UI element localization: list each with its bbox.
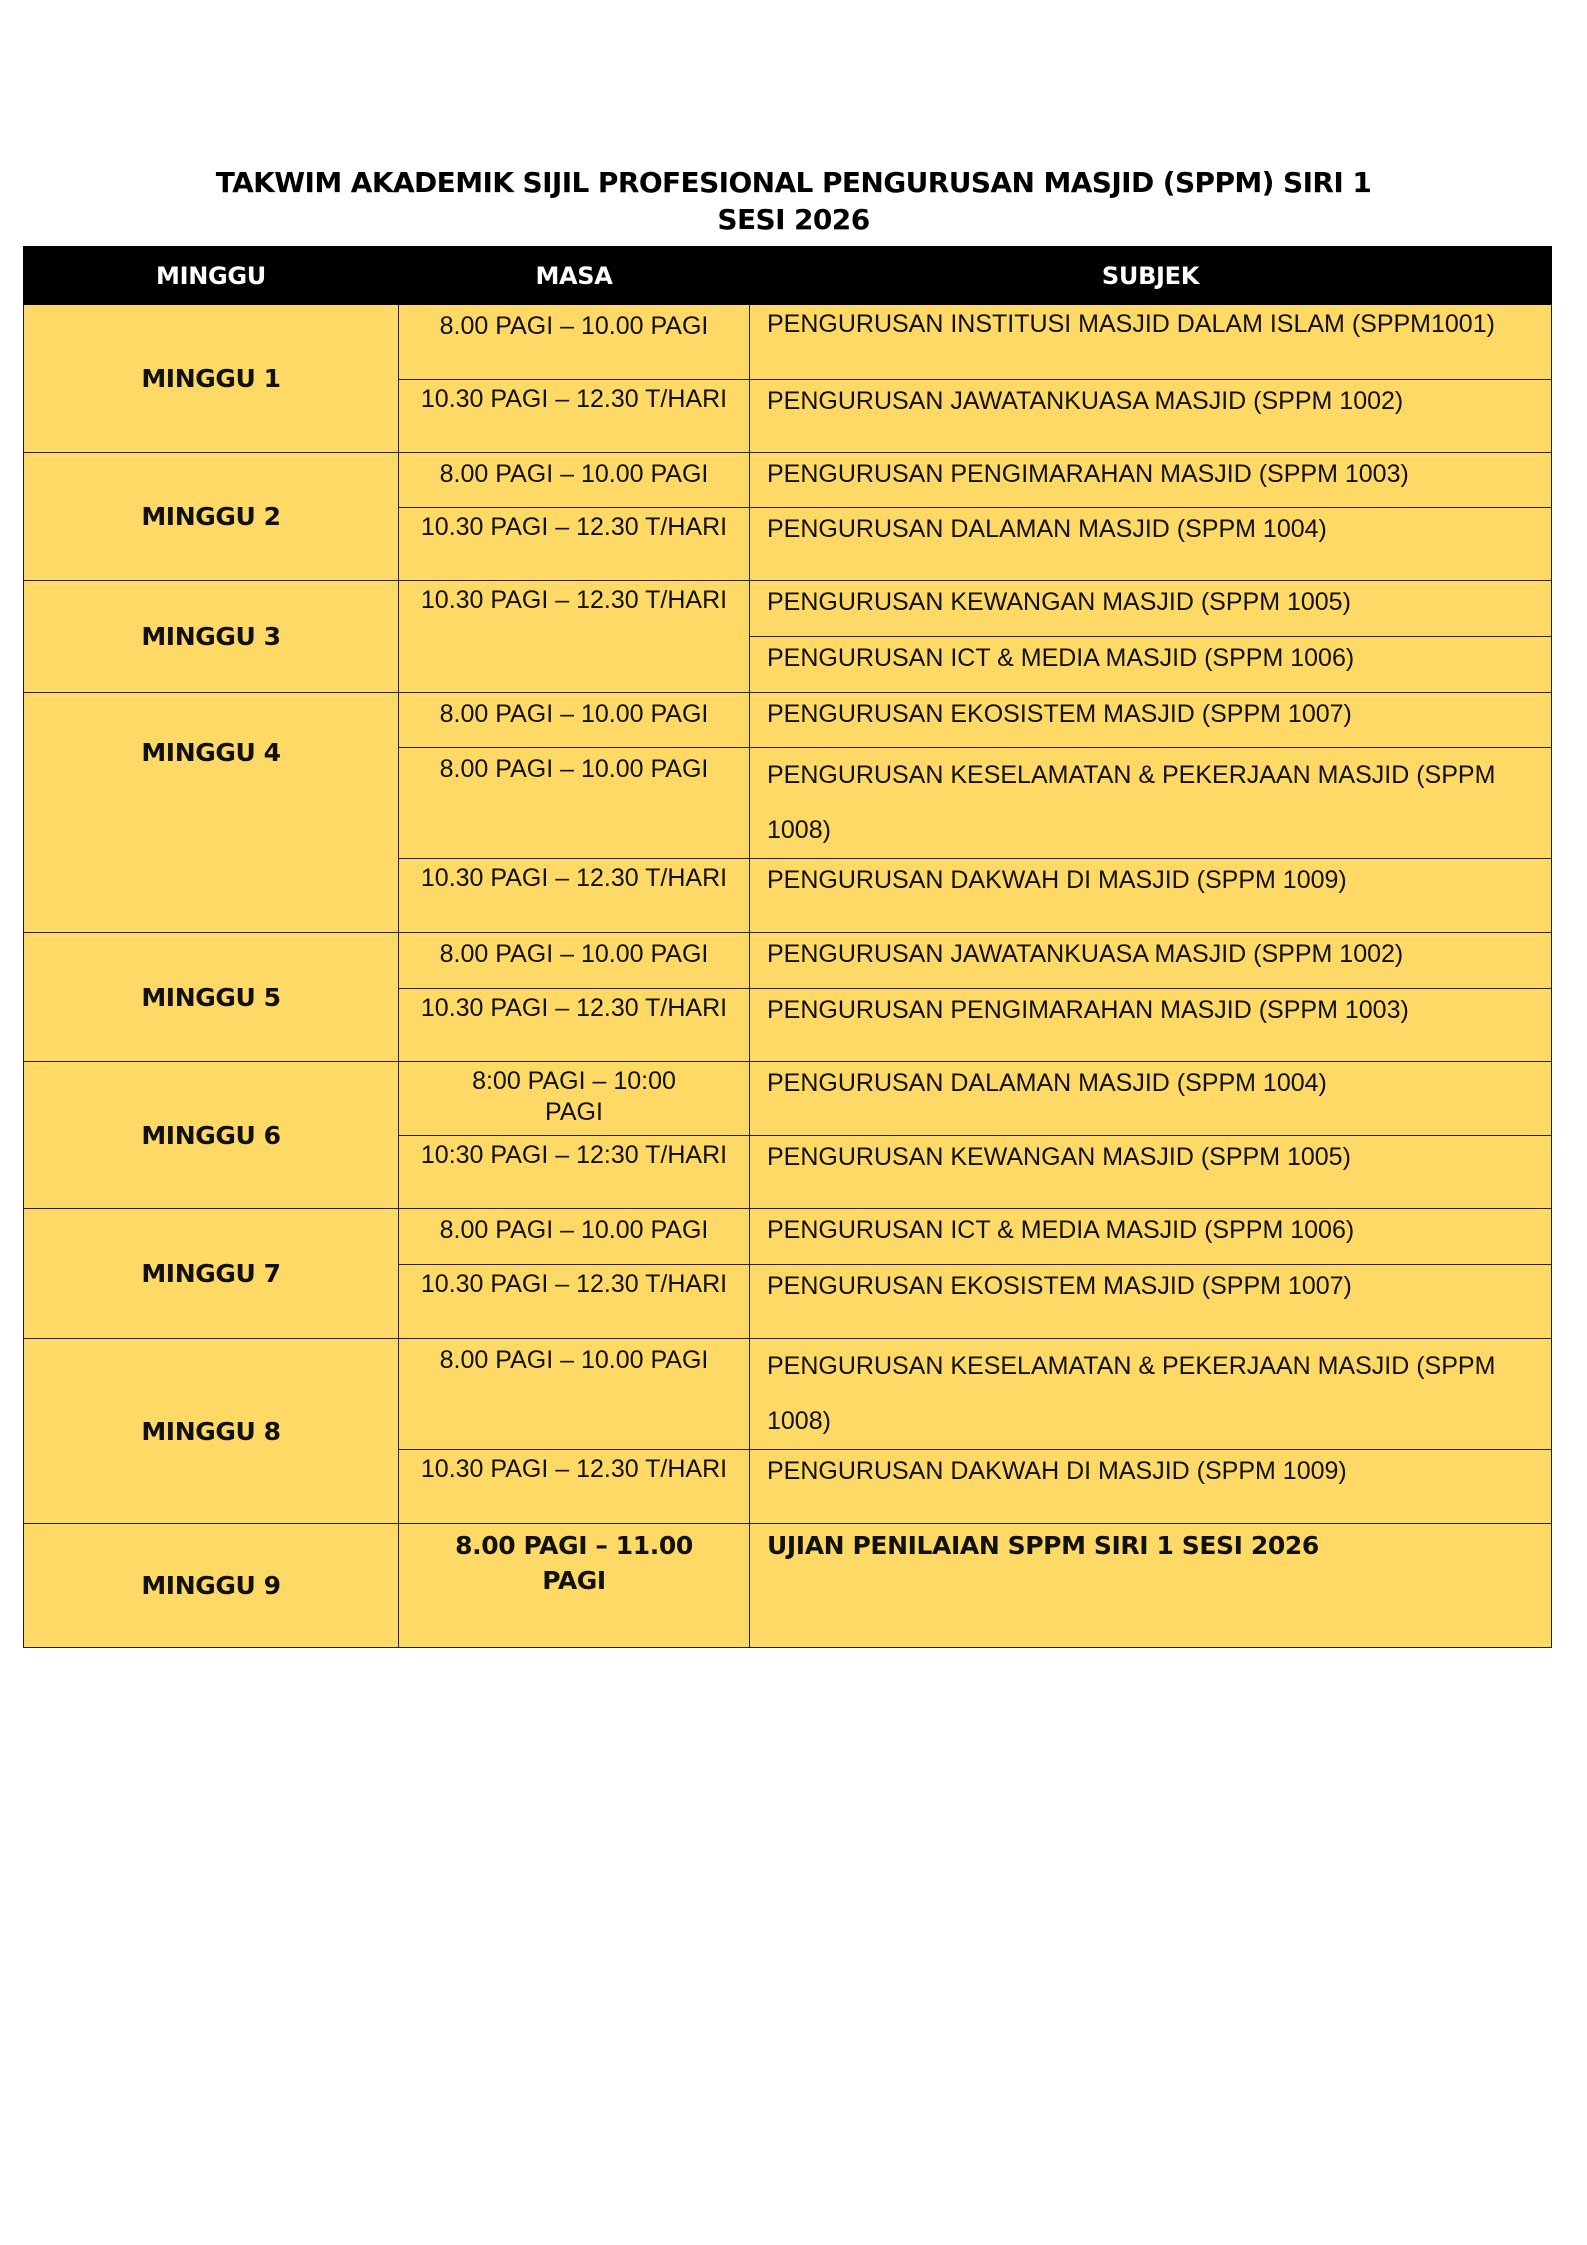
time-cell: 10.30 PAGI – 12.30 T/HARI [399,380,750,453]
subject-cell: PENGURUSAN PENGIMARAHAN MASJID (SPPM 1003) [750,453,1552,508]
time-cell: 8.00 PAGI – 10.00 PAGI [399,693,750,748]
subject-cell: PENGURUSAN JAWATANKUASA MASJID (SPPM 1002) [750,380,1552,453]
week-label: MINGGU 6 [24,1062,399,1209]
subject-cell: PENGURUSAN DAKWAH DI MASJID (SPPM 1009) [750,1450,1552,1524]
time-cell: 8.00 PAGI – 11.00 PAGI [399,1524,750,1648]
table-row [24,1209,1552,1265]
column-header-minggu: MINGGU [24,247,399,305]
time-cell: 10.30 PAGI – 12.30 T/HARI [399,989,750,1062]
time-cell: 8.00 PAGI – 10.00 PAGI [399,1209,750,1265]
subject-cell: PENGURUSAN PENGIMARAHAN MASJID (SPPM 1003) [750,989,1552,1062]
time-cell: 8.00 PAGI – 10.00 PAGI [399,453,750,508]
subject-cell: PENGURUSAN DALAMAN MASJID (SPPM 1004) [750,508,1552,581]
exam-subject-cell: UJIAN PENILAIAN SPPM SIRI 1 SESI 2026 [750,1524,1552,1648]
title-line-2: SESI 2026 [717,203,870,236]
table-row [24,1062,1552,1136]
table-row [24,453,1552,508]
week-label: MINGGU 3 [24,581,399,693]
week-label: MINGGU 9 [24,1524,399,1648]
subject-cell: PENGURUSAN DALAMAN MASJID (SPPM 1004) [750,1062,1552,1136]
week-label [24,693,399,933]
time-cell: 10:30 PAGI – 12:30 T/HARI [399,1136,750,1209]
time-cell: 8.00 PAGI – 10.00 PAGI [399,1339,750,1450]
document-title [0,164,1587,238]
table-row [24,693,1552,748]
subject-cell: PENGURUSAN KESELAMATAN & PEKERJAAN MASJID (SPPM 1008) [750,1339,1552,1450]
subject-cell: PENGURUSAN ICT & MEDIA MASJID (SPPM 1006) [750,1209,1552,1265]
week-label: MINGGU 5 [24,933,399,1062]
week-label: MINGGU 1 [24,305,399,453]
subject-cell: PENGURUSAN KESELAMATAN & PEKERJAAN MASJID (SPPM 1008) [750,748,1552,859]
table-row [24,581,1552,637]
time-cell: 10.30 PAGI – 12.30 T/HARI [399,508,750,581]
week-label-text: MINGGU 4 [141,738,281,767]
subject-cell: PENGURUSAN EKOSISTEM MASJID (SPPM 1007) [750,693,1552,748]
time-cell: 8.00 PAGI – 10.00 PAGI [399,933,750,989]
table-row [24,1339,1552,1450]
column-header-subjek: SUBJEK [750,247,1552,305]
subject-cell: PENGURUSAN EKOSISTEM MASJID (SPPM 1007) [750,1265,1552,1339]
time-cell: 10.30 PAGI – 12.30 T/HARI [399,859,750,933]
subject-cell: PENGURUSAN ICT & MEDIA MASJID (SPPM 1006) [750,637,1552,693]
table-row [24,1524,1552,1648]
time-cell: 8.00 PAGI – 10.00 PAGI [399,748,750,859]
time-cell: 10.30 PAGI – 12.30 T/HARI [399,1450,750,1524]
subject-cell: PENGURUSAN DAKWAH DI MASJID (SPPM 1009) [750,859,1552,933]
time-cell: 8.00 PAGI – 10.00 PAGI [399,305,750,380]
week-label: MINGGU 7 [24,1209,399,1339]
column-header-masa: MASA [399,247,750,305]
subject-cell: PENGURUSAN JAWATANKUASA MASJID (SPPM 1002) [750,933,1552,989]
subject-cell: PENGURUSAN KEWANGAN MASJID (SPPM 1005) [750,1136,1552,1209]
subject-cell: PENGURUSAN INSTITUSI MASJID DALAM ISLAM (SPPM1001) [750,305,1552,380]
subject-cell: PENGURUSAN KEWANGAN MASJID (SPPM 1005) [750,581,1552,637]
time-cell: 8:00 PAGI – 10:00 PAGI [399,1062,750,1136]
week-label: MINGGU 2 [24,453,399,581]
title-line-1: TAKWIM AKADEMIK SIJIL PROFESIONAL PENGURUSAN MASJID (SPPM) SIRI 1 [215,166,1372,199]
week-label: MINGGU 8 [24,1339,399,1524]
table-row [24,933,1552,989]
time-cell: 10.30 PAGI – 12.30 T/HARI [399,1265,750,1339]
table-header-row [24,247,1552,305]
table-row [24,305,1552,380]
time-cell: 10.30 PAGI – 12.30 T/HARI [399,581,750,693]
schedule-table [23,246,1552,1648]
